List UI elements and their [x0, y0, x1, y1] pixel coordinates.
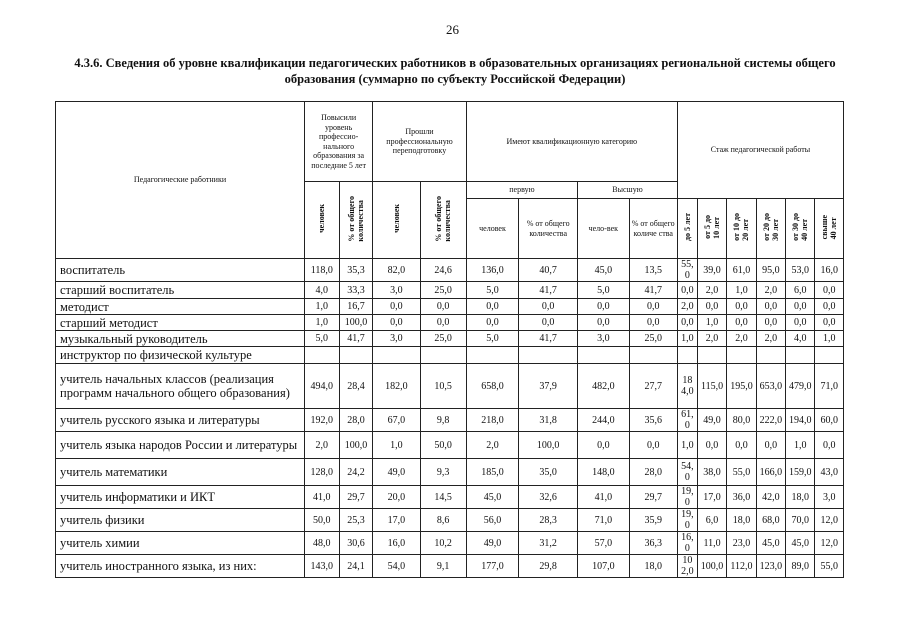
table-cell: 479,0 — [786, 364, 815, 409]
header-raised: Повысили уровень профессио-нального образования за последние 5 лет — [304, 102, 372, 182]
table-cell: 10 2,0 — [677, 555, 697, 578]
table-cell: 18,0 — [629, 555, 677, 578]
table-cell: 35,0 — [519, 459, 578, 486]
table-cell: 112,0 — [727, 555, 756, 578]
table-cell: 0,0 — [677, 282, 697, 299]
table-cell: 3,0 — [373, 331, 420, 347]
table-cell: 45,0 — [756, 532, 785, 555]
table-cell: 128,0 — [304, 459, 339, 486]
table-cell: 28,0 — [339, 409, 373, 432]
table-cell: 2,0 — [756, 282, 785, 299]
table-cell: 53,0 — [786, 259, 815, 282]
table-cell: 0,0 — [727, 299, 756, 315]
table-cell: 0,0 — [373, 315, 420, 331]
table-cell: 27,7 — [629, 364, 677, 409]
table-cell: 16, 0 — [677, 532, 697, 555]
table-cell: 10,5 — [420, 364, 466, 409]
table-cell: 18,0 — [786, 486, 815, 509]
table-cell: 218,0 — [466, 409, 519, 432]
table-cell: 20,0 — [373, 486, 420, 509]
table-cell: 1,0 — [677, 432, 697, 459]
row-name: воспитатель — [56, 259, 305, 282]
table-cell: 159,0 — [786, 459, 815, 486]
table-cell: 19, 0 — [677, 486, 697, 509]
table-cell: 143,0 — [304, 555, 339, 578]
table-cell: 32,6 — [519, 486, 578, 509]
header-exp-3: от 20 до 30 лет — [756, 199, 785, 259]
table-cell: 89,0 — [786, 555, 815, 578]
table-cell: 5,0 — [578, 282, 629, 299]
table-cell: 0,0 — [697, 432, 726, 459]
table-cell: 185,0 — [466, 459, 519, 486]
table-cell: 19, 0 — [677, 509, 697, 532]
header-highest: Высшую — [578, 182, 678, 199]
row-name: учитель математики — [56, 459, 305, 486]
header-first-persons: человек — [466, 199, 519, 259]
header-exp-5: свыше 40 лет — [815, 199, 844, 259]
header-retrained-persons: человек — [373, 182, 420, 259]
table-cell: 11,0 — [697, 532, 726, 555]
row-name: старший методист — [56, 315, 305, 331]
table-cell: 1,0 — [304, 299, 339, 315]
table-cell: 1,0 — [677, 331, 697, 347]
section-title: 4.3.6. Сведения об уровне квалификации педагогических работников в образовательных организациях региональной системы общего образования (суммарно по субъекту Российской Федерации) — [74, 56, 836, 86]
table-cell: 244,0 — [578, 409, 629, 432]
table-cell: 192,0 — [304, 409, 339, 432]
table-cell: 5,0 — [304, 331, 339, 347]
table-cell: 2,0 — [466, 432, 519, 459]
table-cell: 0,0 — [786, 299, 815, 315]
table-cell: 0,0 — [756, 299, 785, 315]
table-cell: 41,7 — [629, 282, 677, 299]
table-cell: 16,0 — [373, 532, 420, 555]
table-cell: 0,0 — [373, 299, 420, 315]
table-cell: 1,0 — [786, 432, 815, 459]
table-cell: 482,0 — [578, 364, 629, 409]
table-cell: 123,0 — [756, 555, 785, 578]
table-cell: 38,0 — [697, 459, 726, 486]
table-cell — [697, 347, 726, 364]
table-row — [56, 409, 844, 432]
table-cell — [677, 347, 697, 364]
table-cell: 12,0 — [815, 532, 844, 555]
table-cell: 1,0 — [727, 282, 756, 299]
table-cell: 0,0 — [677, 315, 697, 331]
table-cell: 222,0 — [756, 409, 785, 432]
table-cell: 0,0 — [815, 315, 844, 331]
table-cell: 35,9 — [629, 509, 677, 532]
table-cell: 100,0 — [339, 432, 373, 459]
table-cell: 0,0 — [519, 315, 578, 331]
table-cell: 24,6 — [420, 259, 466, 282]
table-row — [56, 486, 844, 509]
row-name: инструктор по физической культуре — [56, 347, 305, 364]
row-name: методист — [56, 299, 305, 315]
table-cell: 18,0 — [727, 509, 756, 532]
table-cell: 3,0 — [373, 282, 420, 299]
table-cell: 28,3 — [519, 509, 578, 532]
table-cell: 61,0 — [727, 259, 756, 282]
header-raised-pct: % от общего количества — [339, 182, 373, 259]
table-cell: 50,0 — [420, 432, 466, 459]
table-cell: 29,7 — [339, 486, 373, 509]
table-cell: 16,7 — [339, 299, 373, 315]
table-cell: 2,0 — [727, 331, 756, 347]
header-highest-pct: % от общего количе ства — [629, 199, 677, 259]
row-name: учитель русского языка и литературы — [56, 409, 305, 432]
table-cell: 31,2 — [519, 532, 578, 555]
table-cell — [304, 347, 339, 364]
row-name: учитель языка народов России и литературы — [56, 432, 305, 459]
table-cell: 2,0 — [697, 331, 726, 347]
table-cell: 41,7 — [519, 331, 578, 347]
table-cell: 29,7 — [629, 486, 677, 509]
header-exp-1: от 5 до 10 лет — [697, 199, 726, 259]
table-cell: 55, 0 — [677, 259, 697, 282]
table-cell: 0,0 — [697, 299, 726, 315]
table-cell: 4,0 — [304, 282, 339, 299]
table-cell — [629, 347, 677, 364]
table-cell: 54, 0 — [677, 459, 697, 486]
table-cell: 45,0 — [578, 259, 629, 282]
table-cell: 177,0 — [466, 555, 519, 578]
table-cell: 1,0 — [697, 315, 726, 331]
table-cell: 41,7 — [339, 331, 373, 347]
table-cell: 37,9 — [519, 364, 578, 409]
table-cell: 0,0 — [786, 315, 815, 331]
table-cell: 182,0 — [373, 364, 420, 409]
table-cell: 0,0 — [466, 315, 519, 331]
table-cell: 23,0 — [727, 532, 756, 555]
table-cell: 166,0 — [756, 459, 785, 486]
table-cell: 45,0 — [466, 486, 519, 509]
table-cell: 31,8 — [519, 409, 578, 432]
table-cell: 194,0 — [786, 409, 815, 432]
table-row — [56, 347, 844, 364]
table-cell: 0,0 — [629, 299, 677, 315]
header-first-pct: % от общего количества — [519, 199, 578, 259]
table-cell: 24,1 — [339, 555, 373, 578]
table-row — [56, 282, 844, 299]
table-cell: 13,5 — [629, 259, 677, 282]
table-cell: 9,3 — [420, 459, 466, 486]
table-cell: 95,0 — [756, 259, 785, 282]
header-experience: Стаж педагогической работы — [677, 102, 843, 199]
table-cell: 55,0 — [727, 459, 756, 486]
table-cell: 0,0 — [578, 432, 629, 459]
table-cell: 118,0 — [304, 259, 339, 282]
table-cell — [786, 347, 815, 364]
table-cell: 100,0 — [697, 555, 726, 578]
table-row — [56, 259, 844, 282]
table-cell: 658,0 — [466, 364, 519, 409]
header-category: Имеют квалификационную категорию — [466, 102, 677, 182]
table-cell: 6,0 — [786, 282, 815, 299]
table-cell: 39,0 — [697, 259, 726, 282]
table-cell: 0,0 — [578, 315, 629, 331]
qualification-table — [55, 101, 844, 578]
table-cell: 71,0 — [578, 509, 629, 532]
table-cell: 36,0 — [727, 486, 756, 509]
table-cell: 50,0 — [304, 509, 339, 532]
row-name: старший воспитатель — [56, 282, 305, 299]
table-cell: 70,0 — [786, 509, 815, 532]
table-row — [56, 555, 844, 578]
table-cell: 14,5 — [420, 486, 466, 509]
table-cell: 61, 0 — [677, 409, 697, 432]
header-retrained-pct: % от общего количества — [420, 182, 466, 259]
table-cell: 2,0 — [677, 299, 697, 315]
table-cell: 17,0 — [373, 509, 420, 532]
table-cell: 0,0 — [815, 299, 844, 315]
table-cell: 24,2 — [339, 459, 373, 486]
table-cell: 107,0 — [578, 555, 629, 578]
table-cell — [420, 347, 466, 364]
table-cell: 494,0 — [304, 364, 339, 409]
row-name: учитель начальных классов (реализация программ начального общего образования) — [56, 364, 305, 409]
table-cell: 42,0 — [756, 486, 785, 509]
header-highest-persons: чело-век — [578, 199, 629, 259]
table-cell: 1,0 — [373, 432, 420, 459]
row-name: музыкальный руководитель — [56, 331, 305, 347]
table-cell: 3,0 — [815, 486, 844, 509]
table-row — [56, 331, 844, 347]
header-workers: Педагогические работники — [56, 102, 305, 259]
table-cell: 0,0 — [756, 315, 785, 331]
page-number: 26 — [446, 22, 459, 37]
table-cell: 40,7 — [519, 259, 578, 282]
table-cell: 25,0 — [420, 282, 466, 299]
table-cell: 36,3 — [629, 532, 677, 555]
table-cell: 0,0 — [815, 432, 844, 459]
table-row — [56, 459, 844, 486]
table-cell: 8,6 — [420, 509, 466, 532]
table-cell: 16,0 — [815, 259, 844, 282]
table-cell: 28,4 — [339, 364, 373, 409]
table-cell — [815, 347, 844, 364]
table-cell: 41,0 — [578, 486, 629, 509]
table-cell: 48,0 — [304, 532, 339, 555]
table-cell: 80,0 — [727, 409, 756, 432]
table-row — [56, 432, 844, 459]
table-cell: 136,0 — [466, 259, 519, 282]
table-cell: 0,0 — [727, 432, 756, 459]
row-name: учитель физики — [56, 509, 305, 532]
table-cell — [519, 347, 578, 364]
table-cell: 0,0 — [519, 299, 578, 315]
table-cell: 0,0 — [815, 282, 844, 299]
table-cell: 0,0 — [420, 299, 466, 315]
table-cell: 0,0 — [727, 315, 756, 331]
table-cell: 148,0 — [578, 459, 629, 486]
table-cell: 82,0 — [373, 259, 420, 282]
table-cell — [373, 347, 420, 364]
table-cell: 10,2 — [420, 532, 466, 555]
table-cell: 6,0 — [697, 509, 726, 532]
table-cell: 195,0 — [727, 364, 756, 409]
table-cell: 3,0 — [578, 331, 629, 347]
table-cell: 41,7 — [519, 282, 578, 299]
table-cell: 25,0 — [420, 331, 466, 347]
table-row — [56, 364, 844, 409]
header-raised-persons: человек — [304, 182, 339, 259]
table-cell: 41,0 — [304, 486, 339, 509]
table-cell: 49,0 — [373, 459, 420, 486]
table-cell: 43,0 — [815, 459, 844, 486]
table-cell: 33,3 — [339, 282, 373, 299]
header-exp-4: от 30 до 40 лет — [786, 199, 815, 259]
table-cell — [727, 347, 756, 364]
table-cell: 71,0 — [815, 364, 844, 409]
table-cell: 2,0 — [697, 282, 726, 299]
table-cell: 67,0 — [373, 409, 420, 432]
row-name: учитель химии — [56, 532, 305, 555]
table-cell: 2,0 — [756, 331, 785, 347]
table-cell: 1,0 — [815, 331, 844, 347]
table-cell: 45,0 — [786, 532, 815, 555]
table-cell: 9,8 — [420, 409, 466, 432]
table-row — [56, 509, 844, 532]
header-first: первую — [466, 182, 577, 199]
table-cell: 25,3 — [339, 509, 373, 532]
table-cell: 1,0 — [304, 315, 339, 331]
table-cell: 68,0 — [756, 509, 785, 532]
header-retrained: Прошли профессиональную переподготовку — [373, 102, 466, 182]
table-cell: 100,0 — [339, 315, 373, 331]
table-cell: 0,0 — [756, 432, 785, 459]
table-cell: 49,0 — [466, 532, 519, 555]
table-cell: 0,0 — [420, 315, 466, 331]
header-exp-0: до 5 лет — [677, 199, 697, 259]
table-cell: 55,0 — [815, 555, 844, 578]
table-cell: 54,0 — [373, 555, 420, 578]
table-cell: 0,0 — [629, 315, 677, 331]
table-cell — [466, 347, 519, 364]
table-cell: 2,0 — [304, 432, 339, 459]
table-cell: 56,0 — [466, 509, 519, 532]
table-cell: 29,8 — [519, 555, 578, 578]
table-cell: 0,0 — [629, 432, 677, 459]
table-cell: 0,0 — [466, 299, 519, 315]
table-cell — [339, 347, 373, 364]
table-row — [56, 299, 844, 315]
table-cell: 115,0 — [697, 364, 726, 409]
table-cell: 28,0 — [629, 459, 677, 486]
table-cell: 30,6 — [339, 532, 373, 555]
table-cell — [756, 347, 785, 364]
table-cell: 5,0 — [466, 282, 519, 299]
table-cell: 0,0 — [578, 299, 629, 315]
table-cell: 35,6 — [629, 409, 677, 432]
table-cell: 17,0 — [697, 486, 726, 509]
table-row — [56, 315, 844, 331]
row-name: учитель информатики и ИКТ — [56, 486, 305, 509]
table-cell: 25,0 — [629, 331, 677, 347]
table-cell: 60,0 — [815, 409, 844, 432]
table-cell: 12,0 — [815, 509, 844, 532]
table-cell: 18 4,0 — [677, 364, 697, 409]
table-cell: 653,0 — [756, 364, 785, 409]
table-cell — [578, 347, 629, 364]
table-row — [56, 532, 844, 555]
table-cell: 9,1 — [420, 555, 466, 578]
table-cell: 4,0 — [786, 331, 815, 347]
table-cell: 57,0 — [578, 532, 629, 555]
table-cell: 35,3 — [339, 259, 373, 282]
table-cell: 100,0 — [519, 432, 578, 459]
table-cell: 5,0 — [466, 331, 519, 347]
header-exp-2: от 10 до 20 лет — [727, 199, 756, 259]
table-cell: 49,0 — [697, 409, 726, 432]
row-name: учитель иностранного языка, из них: — [56, 555, 305, 578]
